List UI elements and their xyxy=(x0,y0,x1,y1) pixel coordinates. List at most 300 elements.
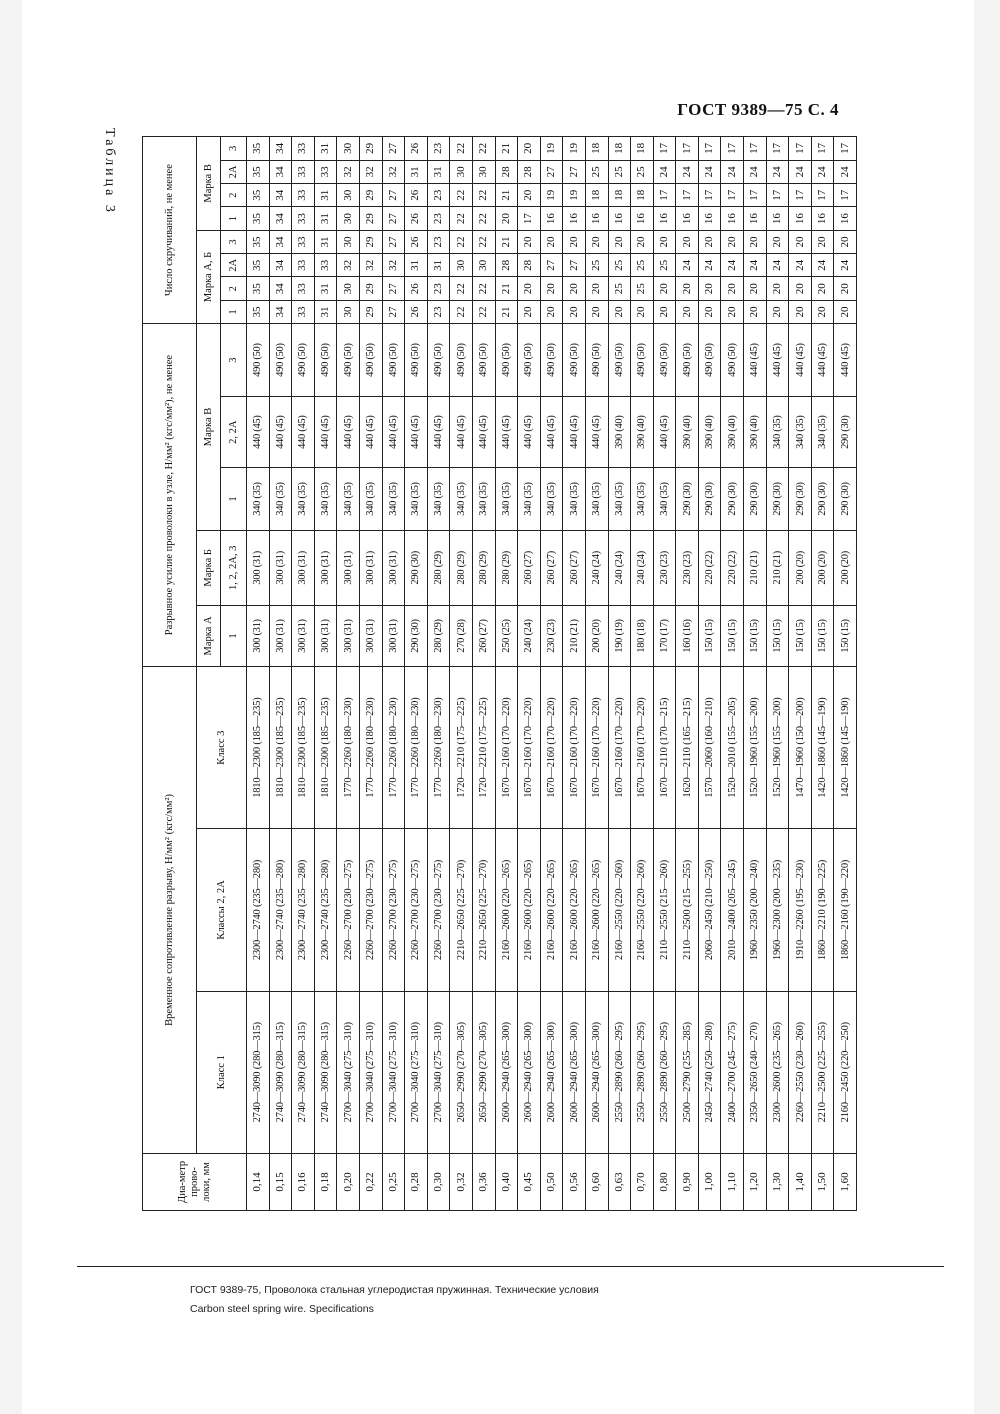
cell-t3: 32 xyxy=(359,254,382,277)
cell-ra: 190 (19) xyxy=(608,605,631,666)
cell-t3: 27 xyxy=(540,254,563,277)
cell-t2: 20 xyxy=(653,277,676,300)
cell-rv1: 340 (35) xyxy=(495,468,518,530)
cell-rb: 200 (20) xyxy=(789,530,812,605)
cell-c2: 2260—2700 (230—275) xyxy=(427,829,450,991)
cell-t2: 34 xyxy=(269,277,292,300)
cell-t1: 20 xyxy=(585,300,608,323)
cell-rv2: 390 (40) xyxy=(608,396,631,467)
cell-c3: 1570—2060 (160—210) xyxy=(698,666,721,828)
cell-d: 0,60 xyxy=(585,1153,608,1210)
cell-rb: 240 (24) xyxy=(631,530,654,605)
cell-rv3: 490 (50) xyxy=(631,324,654,397)
cell-t5: 16 xyxy=(698,207,721,230)
cell-d: 0,14 xyxy=(247,1153,270,1210)
cell-rv1: 340 (35) xyxy=(540,468,563,530)
cell-ra: 240 (24) xyxy=(518,605,541,666)
cell-rv3: 490 (50) xyxy=(382,324,405,397)
cell-t1: 21 xyxy=(495,300,518,323)
cell-c2: 2160—2600 (220—265) xyxy=(585,829,608,991)
cell-t6: 19 xyxy=(540,184,563,207)
cell-c2: 2300—2740 (235—280) xyxy=(292,829,315,991)
cell-c2: 2160—2550 (220—260) xyxy=(608,829,631,991)
cell-rv3: 490 (50) xyxy=(495,324,518,397)
cell-c1: 2350—2650 (240—270) xyxy=(744,991,767,1153)
col-rv2-class: 2, 2А xyxy=(221,396,247,467)
cell-rb: 210 (21) xyxy=(744,530,767,605)
cell-c2: 1910—2260 (195—230) xyxy=(789,829,812,991)
cell-t3: 25 xyxy=(585,254,608,277)
table-row xyxy=(789,137,812,1211)
cell-rv2: 440 (45) xyxy=(585,396,608,467)
cell-c1: 2740—3090 (280—315) xyxy=(269,991,292,1153)
cell-t3: 28 xyxy=(495,254,518,277)
cell-t2: 20 xyxy=(518,277,541,300)
cell-ra: 150 (15) xyxy=(721,605,744,666)
cell-t6: 27 xyxy=(382,184,405,207)
cell-t7: 27 xyxy=(540,160,563,183)
cell-d: 0,90 xyxy=(676,1153,699,1210)
cell-ra: 280 (29) xyxy=(427,605,450,666)
cell-t7: 32 xyxy=(382,160,405,183)
cell-t7: 33 xyxy=(292,160,315,183)
cell-t3: 25 xyxy=(608,254,631,277)
cell-t4: 20 xyxy=(653,230,676,253)
cell-rb: 260 (27) xyxy=(563,530,586,605)
cell-t4: 31 xyxy=(314,230,337,253)
cell-t3: 24 xyxy=(721,254,744,277)
cell-t8: 22 xyxy=(472,137,495,161)
cell-t1: 22 xyxy=(472,300,495,323)
cell-t1: 30 xyxy=(337,300,360,323)
cell-rb: 200 (20) xyxy=(811,530,834,605)
cell-c2: 2110—2550 (215—260) xyxy=(653,829,676,991)
spec-table xyxy=(142,136,857,1211)
cell-t7: 24 xyxy=(834,160,857,183)
cell-rv2: 440 (45) xyxy=(472,396,495,467)
cell-t8: 35 xyxy=(247,137,270,161)
cell-t8: 17 xyxy=(676,137,699,161)
cell-t5: 16 xyxy=(676,207,699,230)
col-t2: 2 xyxy=(221,277,247,300)
cell-t4: 20 xyxy=(676,230,699,253)
cell-t8: 26 xyxy=(405,137,428,161)
cell-c2: 2210—2650 (225—270) xyxy=(472,829,495,991)
cell-t3: 24 xyxy=(834,254,857,277)
cell-rv1: 340 (35) xyxy=(337,468,360,530)
cell-t6: 23 xyxy=(427,184,450,207)
col-t1: 1 xyxy=(221,300,247,323)
cell-rv1: 290 (30) xyxy=(811,468,834,530)
cell-t5: 16 xyxy=(834,207,857,230)
cell-rv3: 490 (50) xyxy=(540,324,563,397)
cell-rv2: 390 (40) xyxy=(698,396,721,467)
rotated-table-wrapper xyxy=(142,136,857,1211)
cell-t4: 20 xyxy=(585,230,608,253)
cell-t4: 29 xyxy=(359,230,382,253)
cell-c1: 2700—3040 (275—310) xyxy=(405,991,428,1153)
cell-rv1: 340 (35) xyxy=(247,468,270,530)
cell-t2: 25 xyxy=(631,277,654,300)
cell-c2: 2060—2450 (210—250) xyxy=(698,829,721,991)
cell-t6: 21 xyxy=(495,184,518,207)
cell-t6: 34 xyxy=(269,184,292,207)
cell-rv1: 340 (35) xyxy=(653,468,676,530)
cell-rv1: 290 (30) xyxy=(721,468,744,530)
cell-t3: 32 xyxy=(337,254,360,277)
cell-t5: 20 xyxy=(495,207,518,230)
table-row xyxy=(608,137,631,1211)
cell-t3: 24 xyxy=(676,254,699,277)
cell-ra: 150 (15) xyxy=(698,605,721,666)
cell-rv2: 390 (40) xyxy=(676,396,699,467)
cell-t3: 32 xyxy=(382,254,405,277)
cell-t5: 30 xyxy=(337,207,360,230)
cell-rb: 230 (23) xyxy=(676,530,699,605)
cell-t7: 30 xyxy=(472,160,495,183)
cell-t6: 20 xyxy=(518,184,541,207)
cell-rv3: 440 (45) xyxy=(766,324,789,397)
cell-t7: 24 xyxy=(698,160,721,183)
cell-rb: 300 (31) xyxy=(269,530,292,605)
cell-t2: 26 xyxy=(405,277,428,300)
cell-ra: 160 (16) xyxy=(676,605,699,666)
cell-rv3: 490 (50) xyxy=(721,324,744,397)
cell-rb: 210 (21) xyxy=(766,530,789,605)
table-row xyxy=(631,137,654,1211)
cell-t5: 22 xyxy=(472,207,495,230)
cell-t1: 20 xyxy=(563,300,586,323)
cell-rb: 220 (22) xyxy=(721,530,744,605)
table-row xyxy=(427,137,450,1211)
cell-t4: 34 xyxy=(269,230,292,253)
cell-t1: 35 xyxy=(247,300,270,323)
cell-ra: 290 (30) xyxy=(405,605,428,666)
cell-t3: 34 xyxy=(269,254,292,277)
cell-c2: 2260—2700 (230—275) xyxy=(382,829,405,991)
col-t3: 2А xyxy=(221,254,247,277)
cell-rv1: 340 (35) xyxy=(585,468,608,530)
cell-t1: 20 xyxy=(676,300,699,323)
cell-c2: 2260—2700 (230—275) xyxy=(359,829,382,991)
cell-t3: 30 xyxy=(450,254,473,277)
table-row xyxy=(382,137,405,1211)
table-row xyxy=(540,137,563,1211)
cell-c1: 2260—2550 (230—260) xyxy=(789,991,812,1153)
cell-rb: 280 (29) xyxy=(472,530,495,605)
cell-t5: 26 xyxy=(405,207,428,230)
cell-t1: 20 xyxy=(789,300,812,323)
cell-t3: 35 xyxy=(247,254,270,277)
cell-t4: 35 xyxy=(247,230,270,253)
cell-d: 0,70 xyxy=(631,1153,654,1210)
cell-c3: 1420—1860 (145—190) xyxy=(834,666,857,828)
cell-rv3: 490 (50) xyxy=(608,324,631,397)
cell-rv1: 340 (35) xyxy=(359,468,382,530)
cell-c2: 1960—2300 (200—235) xyxy=(766,829,789,991)
cell-t3: 24 xyxy=(698,254,721,277)
cell-rb: 300 (31) xyxy=(382,530,405,605)
cell-rv3: 490 (50) xyxy=(653,324,676,397)
cell-t8: 23 xyxy=(427,137,450,161)
cell-t6: 31 xyxy=(314,184,337,207)
cell-t3: 27 xyxy=(563,254,586,277)
cell-t7: 25 xyxy=(608,160,631,183)
cell-ra: 300 (31) xyxy=(382,605,405,666)
cell-t5: 33 xyxy=(292,207,315,230)
cell-t4: 20 xyxy=(540,230,563,253)
cell-t4: 20 xyxy=(721,230,744,253)
cell-t5: 16 xyxy=(721,207,744,230)
cell-c3: 1720—2210 (175—225) xyxy=(450,666,473,828)
cell-d: 1,30 xyxy=(766,1153,789,1210)
table-row xyxy=(834,137,857,1211)
cell-c1: 2700—3040 (275—310) xyxy=(337,991,360,1153)
table-row xyxy=(495,137,518,1211)
cell-t1: 34 xyxy=(269,300,292,323)
cell-t2: 20 xyxy=(676,277,699,300)
cell-t1: 20 xyxy=(653,300,676,323)
cell-t5: 27 xyxy=(382,207,405,230)
cell-rv2: 440 (45) xyxy=(359,396,382,467)
cell-rv3: 490 (50) xyxy=(359,324,382,397)
cell-c2: 2160—2600 (220—265) xyxy=(518,829,541,991)
cell-t2: 20 xyxy=(585,277,608,300)
cell-c1: 2300—2600 (235—265) xyxy=(766,991,789,1153)
cell-rv1: 340 (35) xyxy=(382,468,405,530)
cell-ra: 150 (15) xyxy=(811,605,834,666)
cell-t1: 20 xyxy=(744,300,767,323)
cell-t4: 20 xyxy=(631,230,654,253)
cell-t5: 16 xyxy=(653,207,676,230)
cell-rv2: 290 (30) xyxy=(834,396,857,467)
cell-rv2: 440 (45) xyxy=(337,396,360,467)
cell-d: 0,36 xyxy=(472,1153,495,1210)
cell-t1: 31 xyxy=(314,300,337,323)
cell-t3: 24 xyxy=(766,254,789,277)
cell-t8: 17 xyxy=(698,137,721,161)
cell-t5: 16 xyxy=(608,207,631,230)
cell-t7: 24 xyxy=(789,160,812,183)
col-ra-class: 1 xyxy=(221,605,247,666)
cell-c2: 2160—2600 (220—265) xyxy=(540,829,563,991)
cell-c3: 1670—2160 (170—220) xyxy=(518,666,541,828)
cell-t7: 32 xyxy=(337,160,360,183)
cell-rv1: 340 (35) xyxy=(631,468,654,530)
cell-rv2: 440 (45) xyxy=(653,396,676,467)
cell-t6: 22 xyxy=(472,184,495,207)
cell-t8: 21 xyxy=(495,137,518,161)
cell-c2: 1860—2210 (190—225) xyxy=(811,829,834,991)
cell-t6: 17 xyxy=(834,184,857,207)
col-marka-v-twist: Марка В xyxy=(197,137,221,231)
cell-t2: 25 xyxy=(608,277,631,300)
cell-rb: 240 (24) xyxy=(585,530,608,605)
cell-rv2: 390 (40) xyxy=(744,396,767,467)
cell-t3: 30 xyxy=(472,254,495,277)
cell-c3: 1670—2110 (170—215) xyxy=(653,666,676,828)
cell-rv2: 440 (45) xyxy=(247,396,270,467)
cell-c3: 1810—2300 (185—235) xyxy=(269,666,292,828)
cell-rb: 280 (29) xyxy=(495,530,518,605)
cell-t1: 29 xyxy=(359,300,382,323)
cell-t1: 27 xyxy=(382,300,405,323)
cell-c1: 2600—2940 (265—300) xyxy=(518,991,541,1153)
cell-t6: 18 xyxy=(585,184,608,207)
cell-c3: 1720—2210 (175—225) xyxy=(472,666,495,828)
cell-rv3: 490 (50) xyxy=(450,324,473,397)
cell-t1: 20 xyxy=(721,300,744,323)
cell-rv1: 290 (30) xyxy=(676,468,699,530)
cell-t2: 31 xyxy=(314,277,337,300)
cell-t6: 17 xyxy=(811,184,834,207)
cell-t5: 16 xyxy=(585,207,608,230)
cell-rb: 300 (31) xyxy=(247,530,270,605)
col-class1: Класс 1 xyxy=(197,991,247,1153)
cell-t6: 35 xyxy=(247,184,270,207)
cell-d: 0,45 xyxy=(518,1153,541,1210)
cell-c2: 2300—2740 (235—280) xyxy=(314,829,337,991)
cell-ra: 200 (20) xyxy=(585,605,608,666)
cell-t8: 33 xyxy=(292,137,315,161)
cell-t5: 16 xyxy=(811,207,834,230)
cell-c3: 1770—2260 (180—230) xyxy=(337,666,360,828)
cell-c3: 1670—2160 (170—220) xyxy=(585,666,608,828)
table-row xyxy=(337,137,360,1211)
cell-rb: 230 (23) xyxy=(653,530,676,605)
table-row xyxy=(744,137,767,1211)
cell-t2: 33 xyxy=(292,277,315,300)
cell-t8: 18 xyxy=(631,137,654,161)
cell-c1: 2700—3040 (275—310) xyxy=(427,991,450,1153)
cell-d: 0,80 xyxy=(653,1153,676,1210)
cell-t8: 17 xyxy=(789,137,812,161)
cell-rv3: 490 (50) xyxy=(247,324,270,397)
cell-c3: 1670—2160 (170—220) xyxy=(495,666,518,828)
table-row xyxy=(472,137,495,1211)
cell-t1: 20 xyxy=(518,300,541,323)
cell-t2: 20 xyxy=(698,277,721,300)
cell-rv2: 390 (40) xyxy=(631,396,654,467)
cell-d: 0,20 xyxy=(337,1153,360,1210)
cell-t5: 16 xyxy=(631,207,654,230)
cell-t5: 16 xyxy=(789,207,812,230)
cell-t7: 27 xyxy=(563,160,586,183)
table-row xyxy=(585,137,608,1211)
cell-c2: 2110—2500 (215—255) xyxy=(676,829,699,991)
cell-t2: 20 xyxy=(811,277,834,300)
cell-t6: 26 xyxy=(405,184,428,207)
cell-t1: 20 xyxy=(811,300,834,323)
cell-t6: 33 xyxy=(292,184,315,207)
cell-t3: 24 xyxy=(811,254,834,277)
cell-t1: 26 xyxy=(405,300,428,323)
cell-rv1: 290 (30) xyxy=(766,468,789,530)
cell-t2: 20 xyxy=(834,277,857,300)
cell-t1: 23 xyxy=(427,300,450,323)
cell-rv3: 490 (50) xyxy=(292,324,315,397)
cell-t4: 21 xyxy=(495,230,518,253)
cell-rv2: 440 (45) xyxy=(495,396,518,467)
cell-rv3: 440 (45) xyxy=(811,324,834,397)
cell-t7: 24 xyxy=(721,160,744,183)
cell-t6: 17 xyxy=(676,184,699,207)
cell-t8: 18 xyxy=(585,137,608,161)
cell-c2: 2300—2740 (235—280) xyxy=(247,829,270,991)
cell-d: 0,18 xyxy=(314,1153,337,1210)
cell-t2: 21 xyxy=(495,277,518,300)
cell-c3: 1670—2160 (170—220) xyxy=(631,666,654,828)
cell-t8: 17 xyxy=(653,137,676,161)
cell-rv2: 440 (45) xyxy=(269,396,292,467)
cell-t6: 17 xyxy=(766,184,789,207)
cell-t6: 17 xyxy=(744,184,767,207)
cell-d: 1,10 xyxy=(721,1153,744,1210)
cell-c1: 2600—2940 (265—300) xyxy=(585,991,608,1153)
col-rupture-group: Разрывное усилие проволоки в узле, Н/мм² (кгс/мм²), не менее xyxy=(143,324,197,667)
cell-t7: 31 xyxy=(405,160,428,183)
cell-t6: 17 xyxy=(789,184,812,207)
cell-d: 0,40 xyxy=(495,1153,518,1210)
cell-t6: 30 xyxy=(337,184,360,207)
cell-t7: 33 xyxy=(314,160,337,183)
cell-c3: 1670—2160 (170—220) xyxy=(540,666,563,828)
cell-t2: 20 xyxy=(540,277,563,300)
cell-t3: 25 xyxy=(631,254,654,277)
cell-t5: 16 xyxy=(766,207,789,230)
cell-t4: 20 xyxy=(698,230,721,253)
cell-c3: 1520—2010 (155—205) xyxy=(721,666,744,828)
cell-c1: 2500—2790 (255—285) xyxy=(676,991,699,1153)
cell-ra: 170 (17) xyxy=(653,605,676,666)
cell-ra: 300 (31) xyxy=(269,605,292,666)
cell-t8: 20 xyxy=(518,137,541,161)
cell-t8: 22 xyxy=(450,137,473,161)
col-t8: 3 xyxy=(221,137,247,161)
cell-rv3: 490 (50) xyxy=(314,324,337,397)
cell-t3: 33 xyxy=(314,254,337,277)
cell-rv3: 490 (50) xyxy=(563,324,586,397)
cell-rv2: 390 (40) xyxy=(721,396,744,467)
footer-title-ru: ГОСТ 9389-75, Проволока стальная углеродистая пружинная. Технические условия xyxy=(190,1284,599,1296)
cell-t7: 28 xyxy=(495,160,518,183)
cell-rv1: 340 (35) xyxy=(563,468,586,530)
cell-c1: 2700—3040 (275—310) xyxy=(382,991,405,1153)
cell-t4: 26 xyxy=(405,230,428,253)
cell-t8: 18 xyxy=(608,137,631,161)
cell-c3: 1810—2300 (185—235) xyxy=(292,666,315,828)
cell-c3: 1770—2260 (180—230) xyxy=(382,666,405,828)
cell-t2: 22 xyxy=(472,277,495,300)
cell-t3: 31 xyxy=(405,254,428,277)
cell-ra: 210 (21) xyxy=(563,605,586,666)
cell-rv2: 340 (35) xyxy=(789,396,812,467)
cell-rv2: 440 (45) xyxy=(518,396,541,467)
cell-t2: 23 xyxy=(427,277,450,300)
cell-c1: 2650—2990 (270—305) xyxy=(450,991,473,1153)
table-row xyxy=(359,137,382,1211)
cell-c2: 1960—2350 (200—240) xyxy=(744,829,767,991)
cell-t2: 20 xyxy=(721,277,744,300)
col-marka-a: Марка А xyxy=(197,605,221,666)
cell-rb: 280 (29) xyxy=(427,530,450,605)
cell-t2: 30 xyxy=(337,277,360,300)
cell-rv1: 290 (30) xyxy=(834,468,857,530)
cell-rb: 260 (27) xyxy=(518,530,541,605)
cell-rb: 300 (31) xyxy=(337,530,360,605)
cell-rv3: 490 (50) xyxy=(427,324,450,397)
cell-d: 1,40 xyxy=(789,1153,812,1210)
